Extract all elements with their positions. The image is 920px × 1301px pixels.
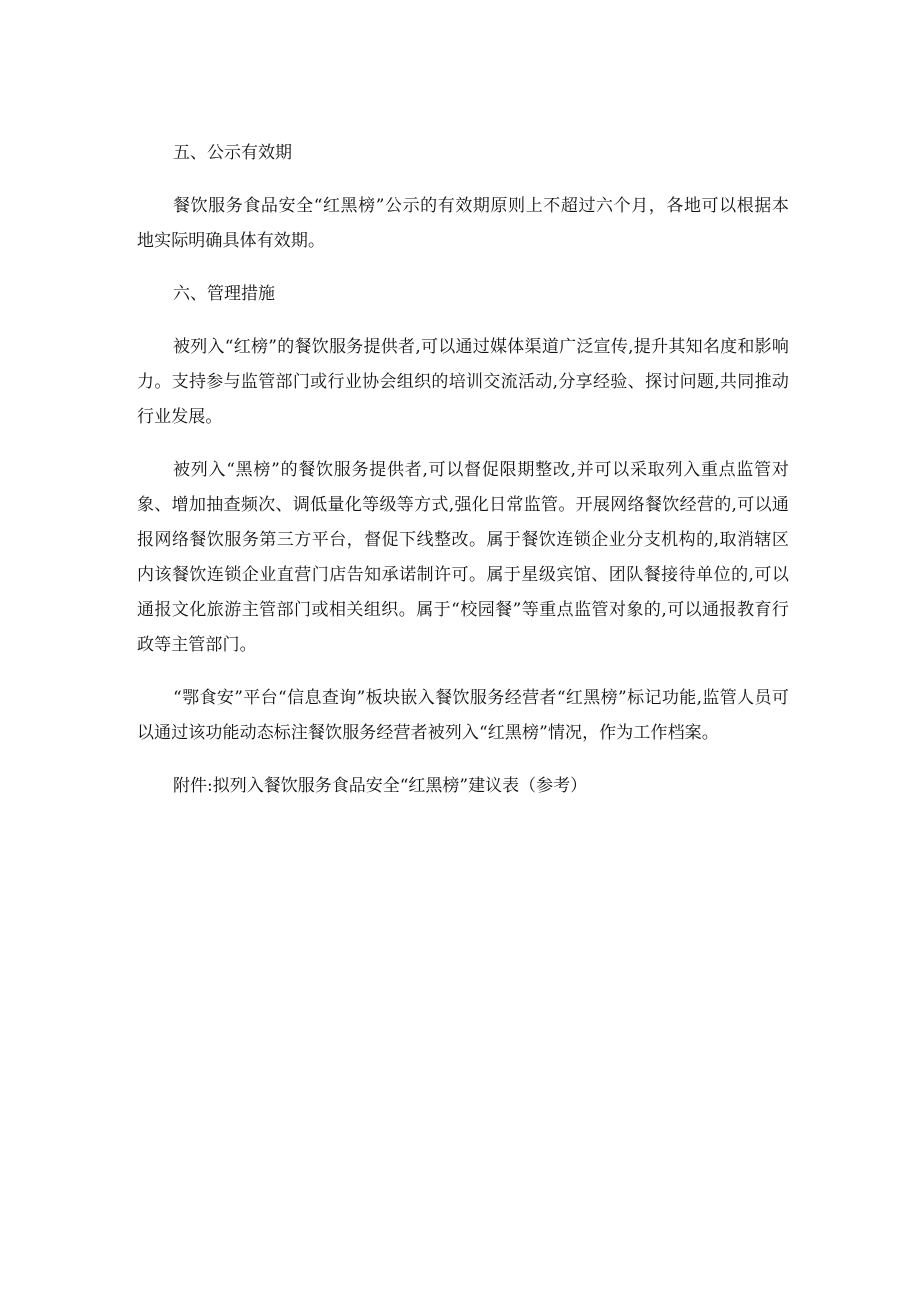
paragraph-black-list-measures: 被列入“黑榜”的餐饮服务提供者,可以督促限期整改,并可以采取列入重点监管对象、增加抽查频次、调低量化等级等方式,强化日常监管。开展网络餐饮经营的,可以通报网络餐饮服务第三方平台，督促下线整改。属于餐饮连锁企业分支机构的,取消辖区内该餐饮连锁企业直营门店告知承诺制许可。属于星级宾馆、团队餐接待单位的,可以通报文化旅游主管部门或相关组织。属于“校园餐”等重点监管对象的,可以通报教育行政等主管部门。 xyxy=(137,460,789,655)
paragraph-validity-period: 餐饮服务食品安全“红黑榜”公示的有效期原则上不超过六个月，各地可以根据本地实际明确具体有效期。 xyxy=(137,196,789,251)
section-heading-management-measures: 六、管理措施 xyxy=(173,284,275,304)
section-heading-validity-period: 五、公示有效期 xyxy=(173,143,292,163)
attachment-note: 附件:拟列入餐饮服务食品安全“红黑榜”建议表（参考） xyxy=(173,776,588,796)
paragraph-red-list-measures: 被列入“红榜”的餐饮服务提供者,可以通过媒体渠道广泛宣传,提升其知名度和影响力。支持参与监管部门或行业协会组织的培训交流活动,分享经验、探讨问题,共同推动行业发展。 xyxy=(137,337,789,427)
paragraph-platform-marking: “鄂食安”平台“信息查询”板块嵌入餐饮服务经营者“红黑榜”标记功能,监管人员可以通过该功能动态标注餐饮服务经营者被列入“红黑榜”情况，作为工作档案。 xyxy=(137,688,789,743)
document-body xyxy=(137,136,789,804)
